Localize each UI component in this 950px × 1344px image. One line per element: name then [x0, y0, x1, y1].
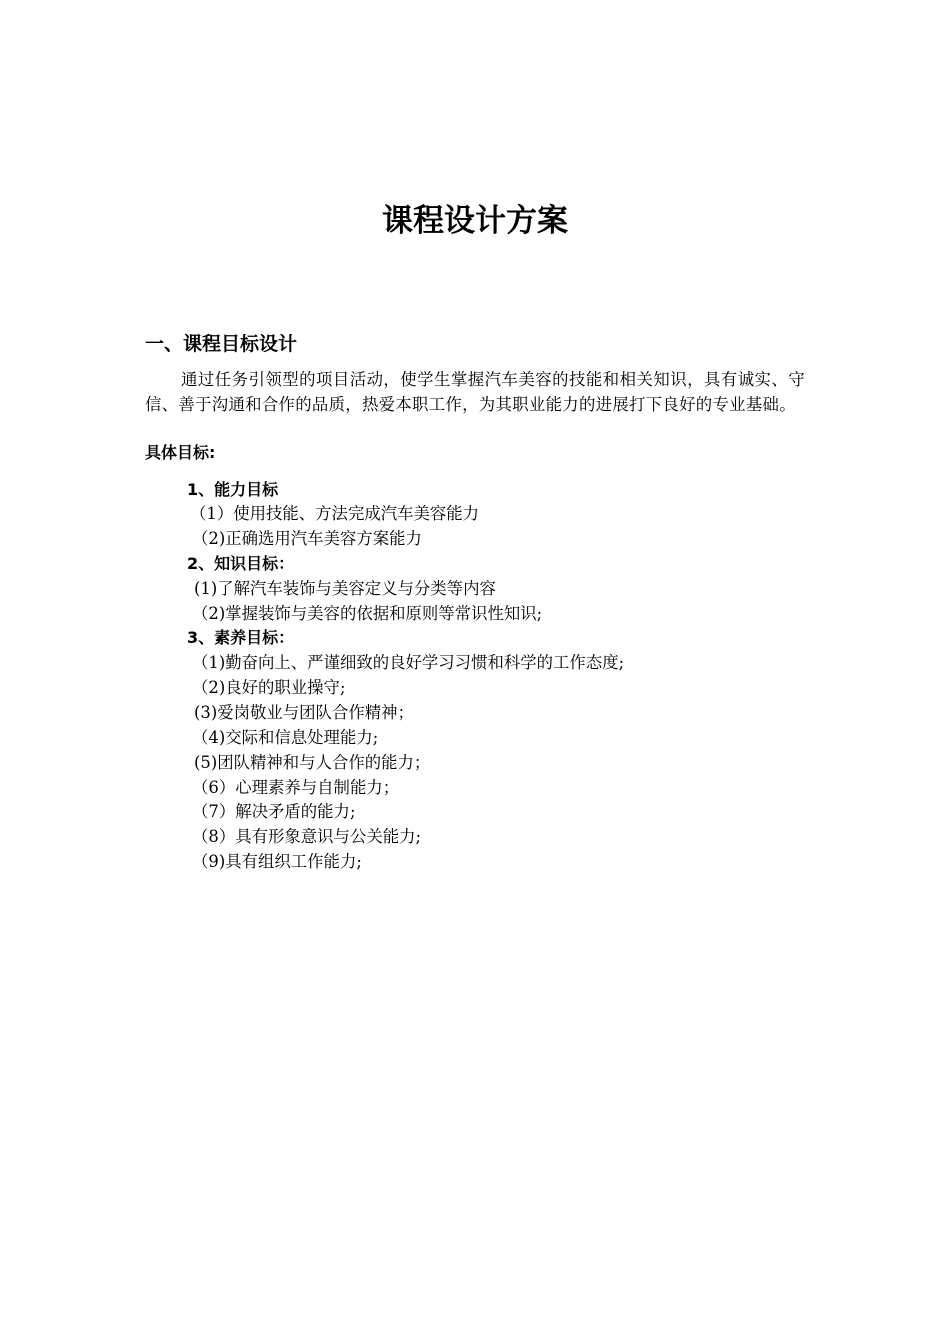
- list-item: （7）解决矛盾的能力;: [192, 802, 356, 821]
- list-item: （2)正确选用汽车美容方案能力: [192, 529, 422, 548]
- list-item: （1）使用技能、方法完成汽车美容能力: [190, 504, 480, 523]
- document-title: 课程设计方案: [382, 203, 568, 239]
- section-heading-course-goals: 一、课程目标设计: [145, 333, 298, 355]
- list-item: (1)了解汽车装饰与美容定义与分类等内容: [194, 579, 496, 598]
- list-item: （2)良好的职业操守;: [192, 678, 346, 697]
- list-item: （8）具有形象意识与公关能力;: [192, 827, 422, 846]
- list-item: （1)勤奋向上、严谨细致的良好学习习惯和科学的工作态度;: [192, 653, 625, 672]
- specific-goals-label: 具体目标:: [145, 443, 216, 462]
- list-item: （2)掌握装饰与美容的依据和原则等常识性知识;: [192, 604, 543, 623]
- list-item: （9)具有组织工作能力;: [192, 852, 362, 871]
- quality-goals-heading: 3、素养目标：: [187, 628, 295, 647]
- knowledge-goals-heading: 2、知识目标：: [187, 554, 295, 573]
- intro-paragraph: 通过任务引领型的项目活动，使学生掌握汽车美容的技能和相关知识，具有诚实、守信、善于沟通和合作的品质，热爱本职工作，为其职业能力的进展打下良好的专业基础。: [145, 370, 805, 414]
- list-item: (5)团队精神和与人合作的能力；: [194, 753, 431, 772]
- list-item: （6）心理素养与自制能力；: [192, 778, 400, 797]
- ability-goals-heading: 1、能力目标: [187, 480, 279, 499]
- list-item: （4)交际和信息处理能力;: [192, 728, 379, 747]
- list-item: (3)爱岗敬业与团队合作精神；: [194, 703, 414, 722]
